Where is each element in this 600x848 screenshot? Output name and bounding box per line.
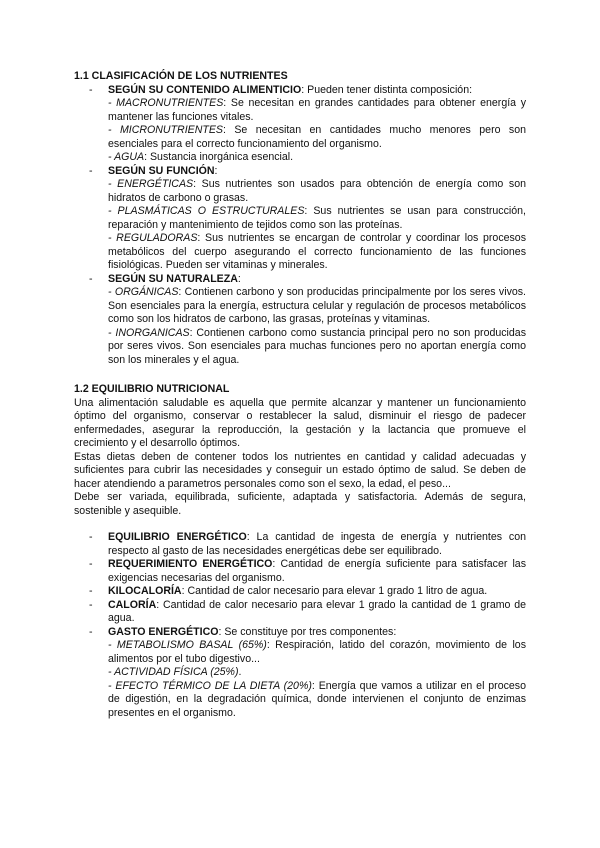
bullet-dash: - <box>89 625 93 638</box>
paragraph: Estas dietas deben de contener todos los nutrientes en cantidad y calidad adecuadas y suficientes para cubrir las necesidades y conseguir un estado óptimo de salud. Se deben de hacer atendiendo a parametros personales como son el sexo, la edad, el peso... <box>74 450 526 490</box>
sub-item: - AGUA: Sustancia inorgánica esencial. <box>108 151 294 163</box>
group-rest: : Pueden tener distinta composición: <box>301 83 473 96</box>
bullet-dash: - <box>89 272 93 285</box>
bullet-dash: - <box>89 585 93 597</box>
sub-item: - METABOLISMO BASAL (65%): Respiración, latido del corazón, movimiento de los alimentos por el tubo digestivo... <box>108 639 526 665</box>
group-title: SEGÚN SU NATURALEZA <box>108 272 238 285</box>
sub-item: - MACRONUTRIENTES: Se necesitan en grandes cantidades para obtener energía y mantener las funciones vitales. <box>108 97 526 123</box>
group-title: SEGÚN SU CONTENIDO ALIMENTICIO <box>108 83 302 96</box>
paragraph: Una alimentación saludable es aquella que permite alcanzar y mantener un funcionamiento óptimo del organismo, conservar o restablecer la salud, disminuir el riesgo de padecer enfermedades, asegurar la reproducción, la gestación y la lactancia que promueve el crecimiento y el desarrollo óptimos. <box>74 396 526 449</box>
sub-item: - PLASMÁTICAS O ESTRUCTURALES: Sus nutrientes se usan para construcción, reparación y mantenimiento de tejidos como son las proteínas. <box>108 205 526 231</box>
group-contenido <box>74 84 526 98</box>
sub-item: - ENERGÉTICAS: Sus nutrientes son usados para obtención de energía como son hidratos de carbono o grasas. <box>108 178 526 204</box>
paragraph: Debe ser variada, equilibrada, suficiente, adaptada y satisfactoria. Además de segura, sostenible y asequible. <box>74 491 526 517</box>
section-heading-equilibrio: 1.2 EQUILIBRIO NUTRICIONAL <box>74 383 230 395</box>
sub-item: - ACTIVIDAD FÍSICA (25%). <box>108 666 242 678</box>
group-title: SEGÚN SU FUNCIÓN <box>108 164 215 177</box>
bullet-caloria: - CALORÍA: Cantidad de calor necesario para elevar 1 grado la cantidad de 1 gramo de agua. <box>74 599 526 626</box>
bullet-requerimiento: - REQUERIMIENTO ENERGÉTICO: Cantidad de energía suficiente para satisfacer las exigencias necesarias del organismo. <box>74 558 526 585</box>
sub-item: - REGULADORAS: Sus nutrientes se encargan de controlar y coordinar los procesos metabólicos del cuerpo asegurando el correcto funcionamiento de las funciones fisiológicas. Pueden ser vitaminas y minerales. <box>108 232 526 271</box>
sub-item: - EFECTO TÉRMICO DE LA DIETA (20%): Energía que vamos a utilizar en el proceso de digestión, en la degradación química, donde intervienen el conjunto de enzimas presentes en el organismo. <box>108 679 526 719</box>
bullet-kilocaloria: - KILOCALORÍA: Cantidad de calor necesario para elevar 1 grado 1 litro de agua. <box>74 585 526 599</box>
group-rest: : <box>214 164 218 177</box>
bullet-dash: - <box>89 531 93 543</box>
sub-item: - MICRONUTRIENTES: Se necesitan en cantidades mucho menores pero son esenciales para el correcto funcionamiento del organismo. <box>108 124 527 150</box>
sub-item: - ORGÁNICAS: Contienen carbono y son producidas principalmente por los seres vivos. Son esenciales para la energía, estructura celular y regulación de procesos metabólicos como son los hidratos de carbono, las grasas, proteínas y vitaminas. <box>108 286 526 325</box>
group-rest: : <box>237 272 241 285</box>
bullet-dash: - <box>89 558 93 570</box>
group-naturaleza <box>74 273 526 287</box>
group-funcion <box>74 165 526 179</box>
section-heading-clasificacion: 1.1 CLASIFICACIÓN DE LOS NUTRIENTES <box>74 70 288 82</box>
bullet-equilibrio-energetico: - EQUILIBRIO ENERGÉTICO: La cantidad de ingesta de energía y nutrientes con respecto al gasto de las necesidades energéticas debe ser equilibrado. <box>74 531 526 558</box>
document-page <box>74 70 526 720</box>
bullet-gasto-energetico: - GASTO ENERGÉTICO: Se constituye por tres componentes: <box>74 626 526 640</box>
bullet-dash: - <box>89 83 93 96</box>
bullet-dash: - <box>89 598 93 611</box>
bullet-dash: - <box>89 164 93 177</box>
sub-item: - INORGANICAS: Contienen carbono como sustancia principal pero no son producidas por seres vivos. Son esenciales para muchas funciones pero no aportan energía como son los minerales y el agua. <box>108 326 526 366</box>
